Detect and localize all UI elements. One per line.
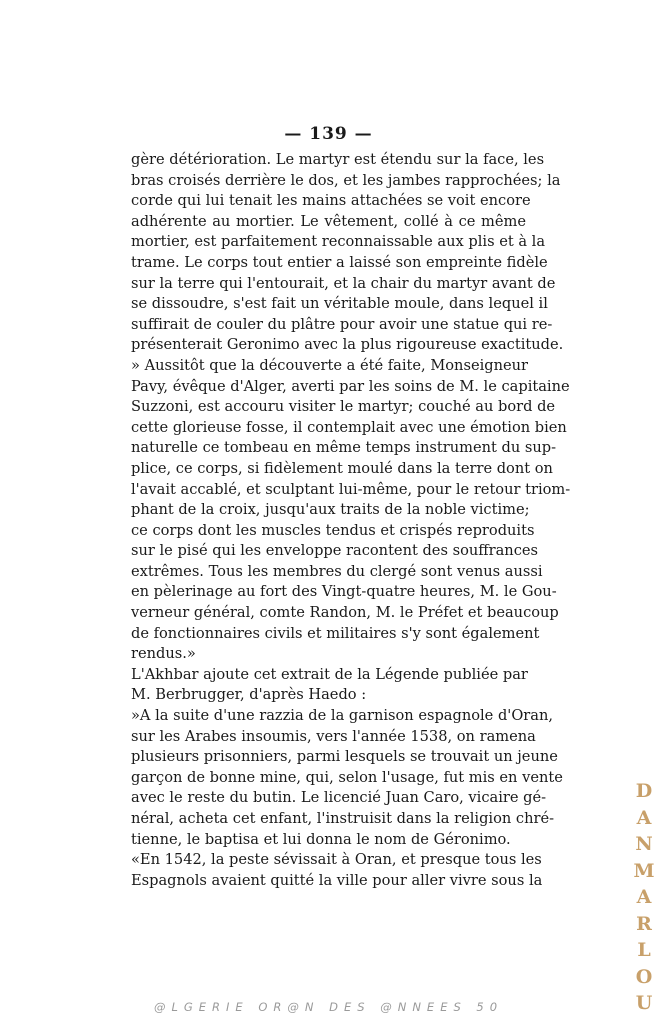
watermark-letter: A — [636, 806, 652, 829]
text-line: bras croisés derrière le dos, et les jambes rapprochées; la — [131, 171, 561, 189]
watermark-letter: N — [635, 833, 653, 855]
watermark-letter: A — [636, 886, 652, 908]
watermark-side — [632, 778, 656, 1017]
text-line: Espagnols avaient quitté la ville pour aller vivre sous la — [131, 871, 543, 889]
text-line: sur la terre qui l'entourait, et la chair du martyr avant de — [131, 274, 556, 292]
text-line: mortier, est parfaitement reconnaissable aux plis et à la — [131, 233, 546, 251]
page-number: — 139 — — [284, 124, 373, 144]
text-line: extrêmes. Tous les membres du clergé sont venus aussi — [131, 562, 543, 580]
text-line: «En 1542, la peste sévissait à Oran, et presque tous les — [131, 851, 542, 869]
text-line: en pèlerinage au fort des Vingt-quatre heures, M. le Gou- — [131, 583, 557, 601]
watermark-footer: @LGERIE OR@N DES @NNEES 50 — [153, 1000, 504, 1014]
text-line: M. Berbrugger, d'après Haedo : — [131, 686, 367, 704]
text-line: corde qui lui tenait les mains attachées se voit encore — [131, 192, 531, 210]
text-line: » Aussitôt que la découverte a été faite, Monseigneur — [131, 356, 529, 374]
text-line: cette glorieuse fosse, il contemplait avec une émotion bien — [131, 418, 567, 436]
text-line: sur les Arabes insoumis, vers l'année 1538, on ramena — [131, 727, 536, 745]
text-line: avec le reste du butin. Le licencié Juan Caro, vicaire gé- — [131, 789, 547, 807]
text-line: ce corps dont les muscles tendus et crispés reproduits — [131, 521, 535, 539]
text-line: plice, ce corps, si fidèlement moulé dans la terre dont on — [131, 459, 553, 477]
watermark-letter: O — [635, 965, 653, 988]
text-line: garçon de bonne mine, qui, selon l'usage, fut mis en vente — [131, 768, 563, 786]
text-line: l'avait accablé, et sculptant lui-même, pour le retour triom- — [131, 480, 571, 498]
watermark-letter: U — [635, 992, 653, 1014]
watermark-letter: L — [637, 939, 651, 961]
text-line: plusieurs prisonniers, parmi lesquels se trouvait un jeune — [131, 748, 558, 766]
text-line: néral, acheta cet enfant, l'instruisit dans la religion chré- — [131, 810, 555, 827]
text-line: suffirait de couler du plâtre pour avoir une statue qui re- — [131, 315, 553, 333]
text-line: L'Akhbar ajoute cet extrait de la Légende publiée par — [131, 665, 528, 683]
text-line: »A la suite d'une razzia de la garnison espagnole d'Oran, — [131, 707, 553, 725]
text-line: phant de la croix, jusqu'aux traits de la noble victime; — [131, 501, 530, 519]
text-line: gère détérioration. Le martyr est étendu sur la face, les — [131, 151, 545, 168]
text-line: se dissoudre, s'est fait un véritable moule, dans lequel il — [131, 295, 548, 313]
text-line: adhérente au mortier. Le vêtement, collé à ce même — [131, 212, 526, 230]
text-line: rendus.» — [131, 645, 196, 663]
text-line: de fonctionnaires civils et militaires s'y sont également — [131, 624, 540, 642]
text-line: Suzzoni, est accouru visiter le martyr; couché au bord de — [131, 398, 556, 416]
page-body — [131, 150, 571, 891]
text-line: trame. Le corps tout entier a laissé son empreinte fidèle — [131, 253, 548, 271]
text-line: verneur général, comte Randon, M. le Préfet et beaucoup — [131, 604, 559, 622]
watermark-letter: D — [635, 780, 653, 802]
watermark-letter: M — [633, 859, 655, 882]
text-line: tienne, le baptisa et lui donna le nom de Géronimo. — [131, 830, 511, 848]
text-line: naturelle ce tombeau en même temps instrument du sup- — [131, 439, 557, 457]
text-line: présenterait Geronimo avec la plus rigoureuse exactitude. — [131, 336, 564, 354]
text-line: Pavy, évêque d'Alger, averti par les soins de M. le capitaine — [131, 377, 570, 395]
text-line: sur le pisé qui les enveloppe racontent des souffrances — [131, 542, 538, 560]
watermark-letter: R — [636, 912, 652, 935]
